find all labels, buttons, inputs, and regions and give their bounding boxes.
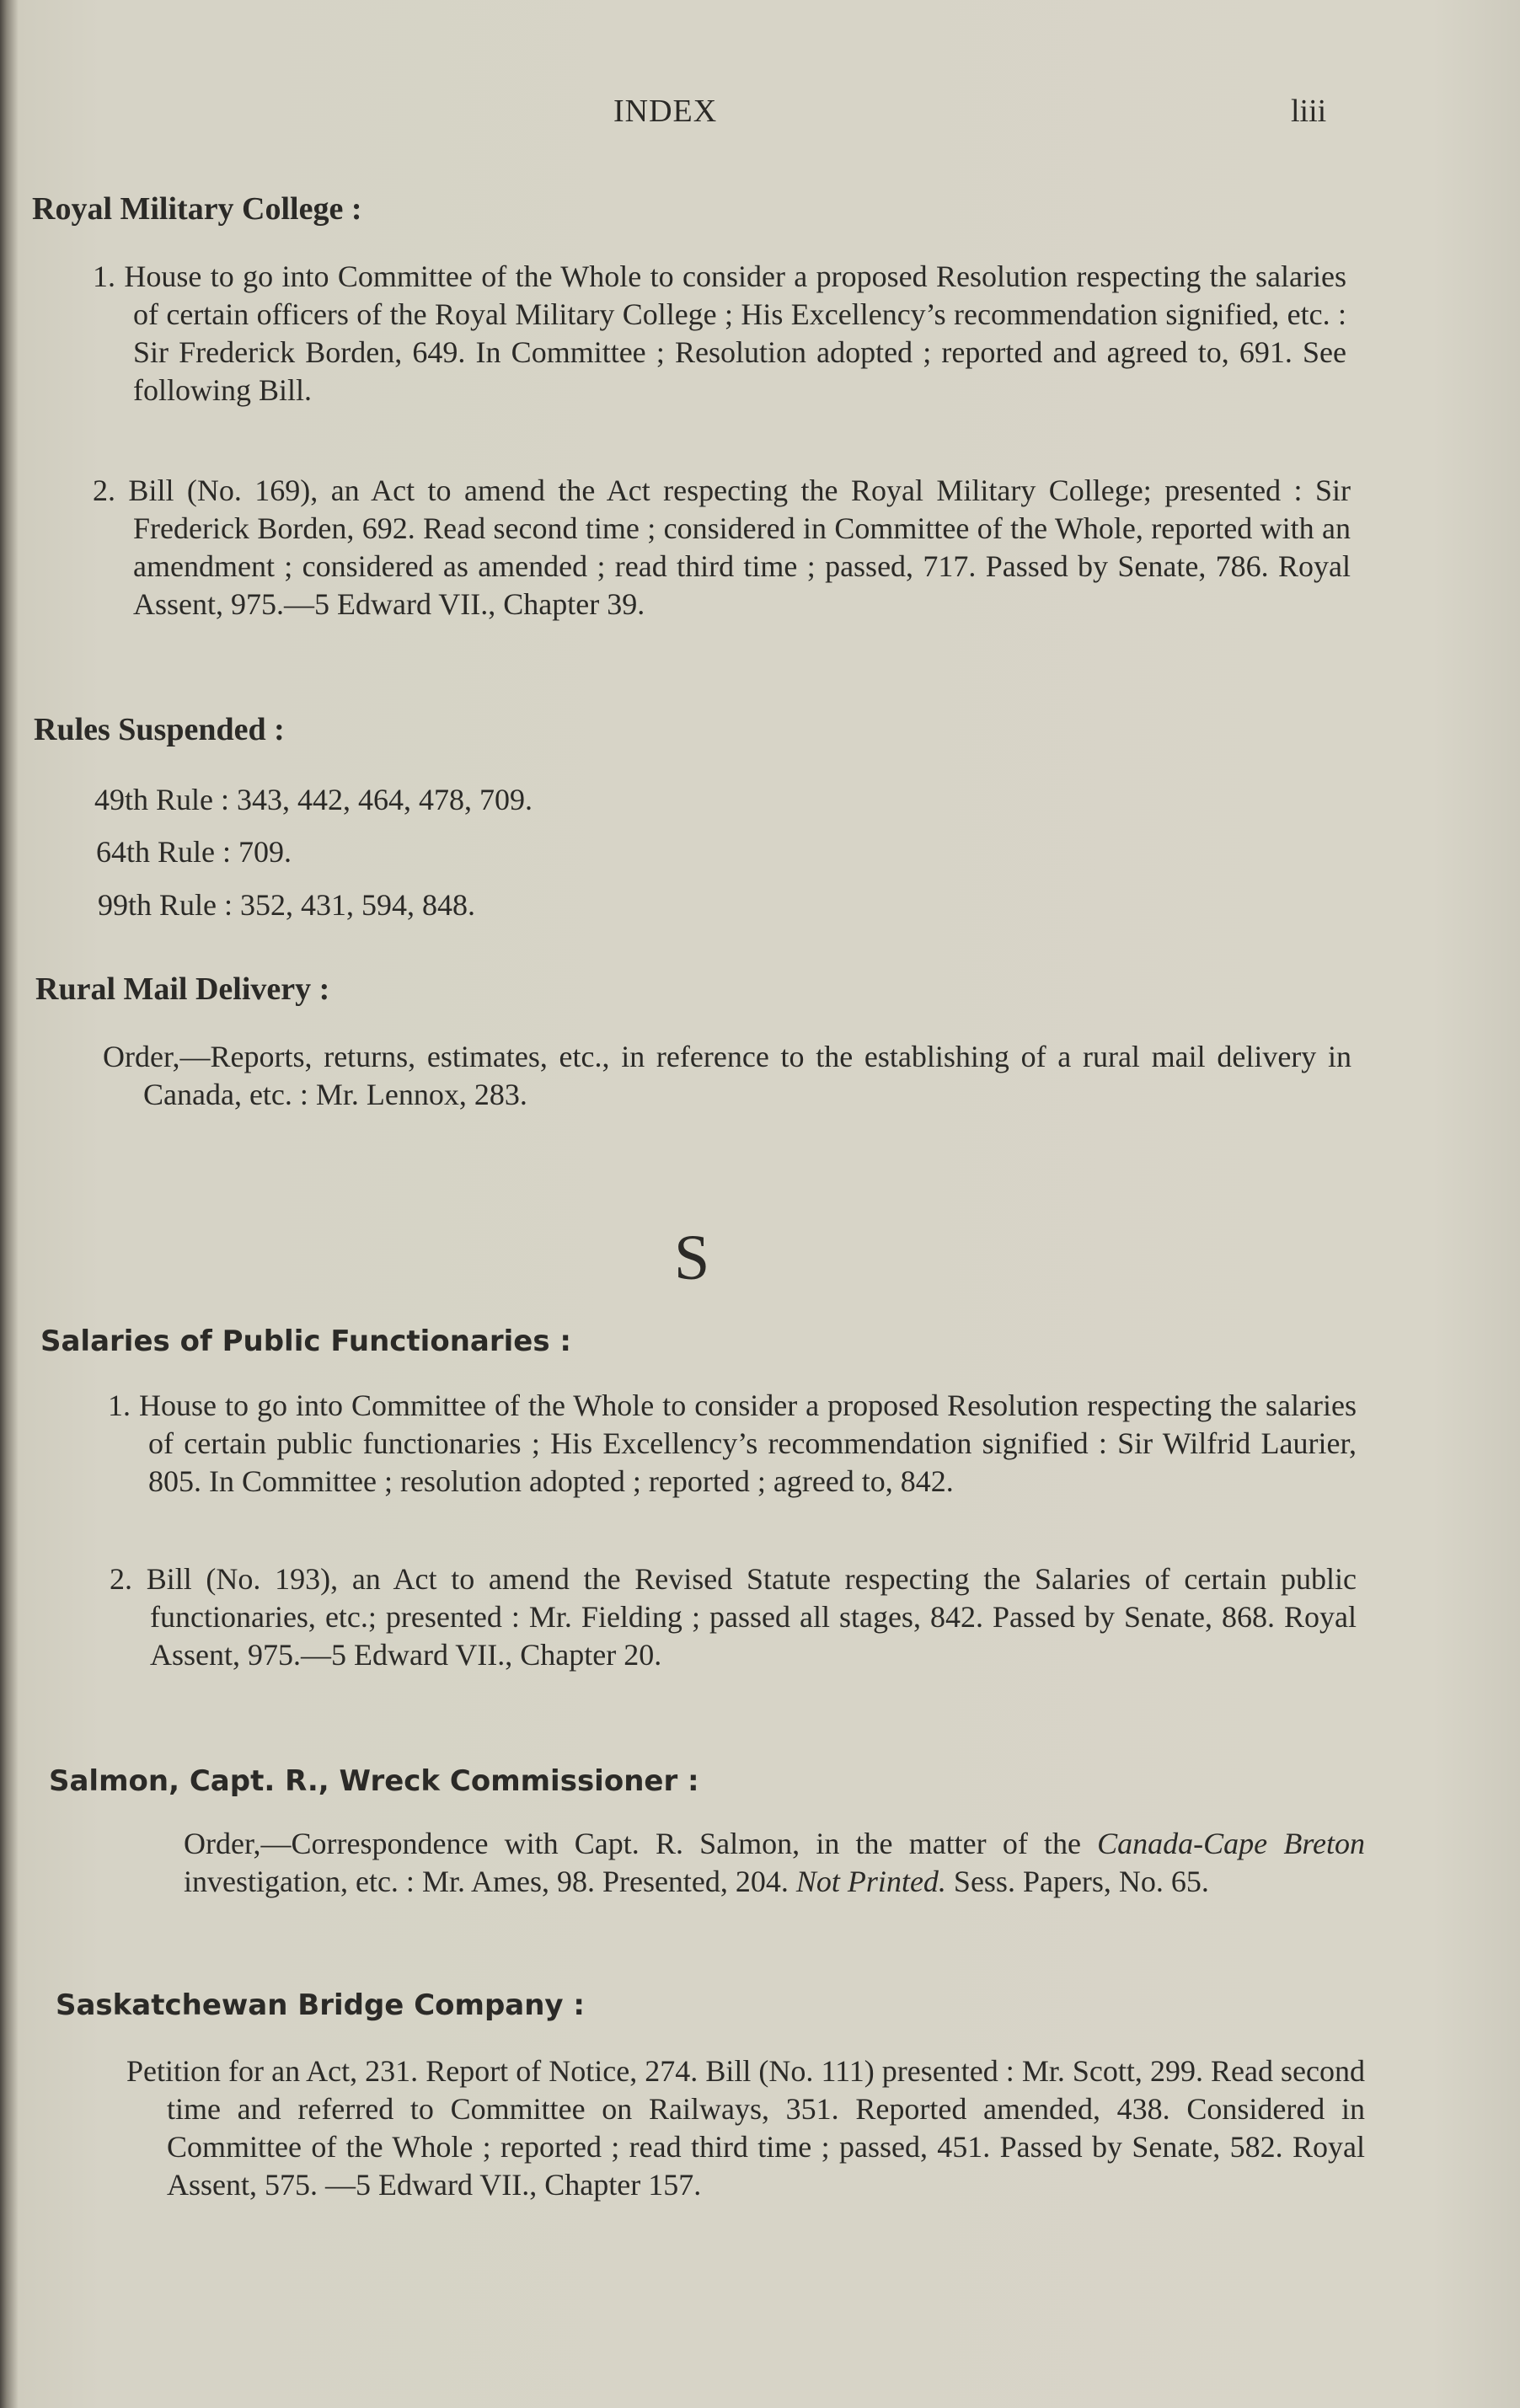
entry-salaries-2: 2. Bill (No. 193), an Act to amend the Revised Statute respecting the Salaries of certain public functionaries, etc.; presented : Mr. Fielding ; passed all stages, 842. Passed by Senate, 868. Royal Assent, 975.—5 Edward VII., Chapter 20. [110,1562,1357,1672]
entry-rural-mail-delivery: Order,—Reports, returns, estimates, etc., in reference to the establishing of a rural mail delivery in Canada, etc. : Mr. Lennox, 283. [103,1040,1351,1111]
section-letter: S [674,1223,710,1293]
heading-salmon: Salmon, Capt. R., Wreck Commissioner : [49,1764,699,1798]
salmon-text-italic-not-printed: Not Printed. [795,1865,946,1898]
entry-salmon [184,1825,1365,1901]
heading-rules-suspended: Rules Suspended : [34,712,285,747]
salmon-text-start: Order,—Correspondence with Capt. R. Salmon, in the matter of the [184,1827,1098,1860]
page-number: liii [1291,94,1327,129]
heading-salaries: Salaries of Public Functionaries : [40,1324,571,1358]
page-header [0,93,1520,143]
heading-saskatchewan-bridge: Saskatchewan Bridge Company : [56,1988,586,2022]
heading-royal-military-college: Royal Military College : [32,191,362,227]
rule-49: 49th Rule : 343, 442, 464, 478, 709. [94,783,533,816]
heading-rural-mail-delivery: Rural Mail Delivery : [35,971,330,1007]
salmon-text-end: Sess. Papers, No. 65. [945,1865,1209,1898]
page-title: INDEX [613,94,718,129]
salmon-text-italic-location: Canada-Cape Breton [1097,1827,1365,1860]
salmon-text-middle: investigation, etc. : Mr. Ames, 98. Presented, 204. [184,1865,796,1898]
entry-salaries-1: 1. House to go into Committee of the Whole to consider a proposed Resolution respecting the salaries of certain public functionaries ; His Excellency’s recommendation signified : Sir Wilfrid Laurier, 805. In Committee ; resolution adopted ; reported ; agreed to, 842. [108,1389,1357,1498]
entry-royal-military-college-2: 2. Bill (No. 169), an Act to amend the Act respecting the Royal Military College; presented : Sir Frederick Borden, 692. Read second time ; considered in Committee of the Whole, reported with an amendment ; considered as amended ; read third time ; passed, 717. Passed by Senate, 786. Royal Assent, 975.—5 Edward VII., Chapter 39. [93,474,1351,621]
rule-99: 99th Rule : 352, 431, 594, 848. [98,888,475,922]
entry-saskatchewan-bridge: Petition for an Act, 231. Report of Notice, 274. Bill (No. 111) presented : Mr. Scott, 299. Read second time and referred to Committee on Railways, 351. Reported amended, 438. Considered in Committee of the Whole ; reported ; read third time ; passed, 451. Passed by Senate, 582. Royal Assent, 575. —5 Edward VII., Chapter 157. [126,2054,1365,2202]
entry-royal-military-college-1: 1. House to go into Committee of the Whole to consider a proposed Resolution respecting the salaries of certain officers of the Royal Military College ; His Excellency’s recommendation signified, etc. : Sir Frederick Borden, 649. In Committee ; Resolution adopted ; reported and agreed to, 691. See following Bill. [93,260,1346,407]
rule-64: 64th Rule : 709. [96,835,292,869]
